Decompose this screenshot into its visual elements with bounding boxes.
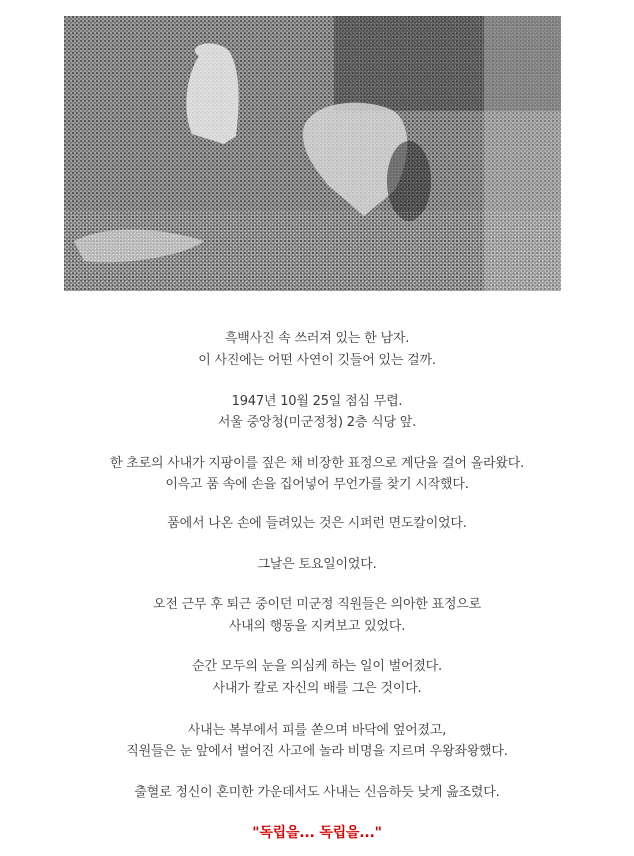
photo-image [64,16,561,291]
article-line: 1947년 10월 25일 점심 무렵. [231,394,403,409]
historical-photo [64,16,561,291]
article-line: 순간 모두의 눈을 의심케 하는 일이 벌어졌다. [192,659,442,674]
article-line: 품에서 나온 손에 들려있는 것은 시퍼런 면도칼이었다. [167,516,467,531]
article-line: 사내의 행동을 지켜보고 있었다. [228,619,406,634]
article-line: 이윽고 품 속에 손을 집어넣어 무언가를 찾기 시작했다. [165,477,469,492]
article-line: 직원들은 눈 앞에서 벌어진 사고에 놀라 비명을 지르며 우왕좌왕했다. [126,744,508,759]
article-line: 흑백사진 속 쓰러져 있는 한 남자. [224,331,410,346]
article-line: 오전 근무 후 퇴근 중이던 미군정 직원들은 의아한 표정으로 [152,597,482,612]
article-line: 사내는 복부에서 피를 쏟으며 바닥에 엎어졌고, [187,723,447,738]
article-line: 서울 중앙청(미군정청) 2층 식당 앞. [217,415,417,430]
article-line: 한 초로의 사내가 지팡이를 짚은 채 비장한 표정으로 계단을 걸어 올라왔다. [110,456,524,471]
article-line: 그날은 토요일이었다. [257,557,377,572]
quote-text: "독립을... 독립을..." [252,825,382,841]
article-line: 출혈로 정신이 혼미한 가운데서도 사내는 신음하듯 낮게 읊조렸다. [134,785,500,800]
article-line: 사내가 칼로 자신의 배를 그은 것이다. [212,681,422,696]
article-line: 이 사진에는 어떤 사연이 깃들어 있는 걸까. [198,353,436,368]
